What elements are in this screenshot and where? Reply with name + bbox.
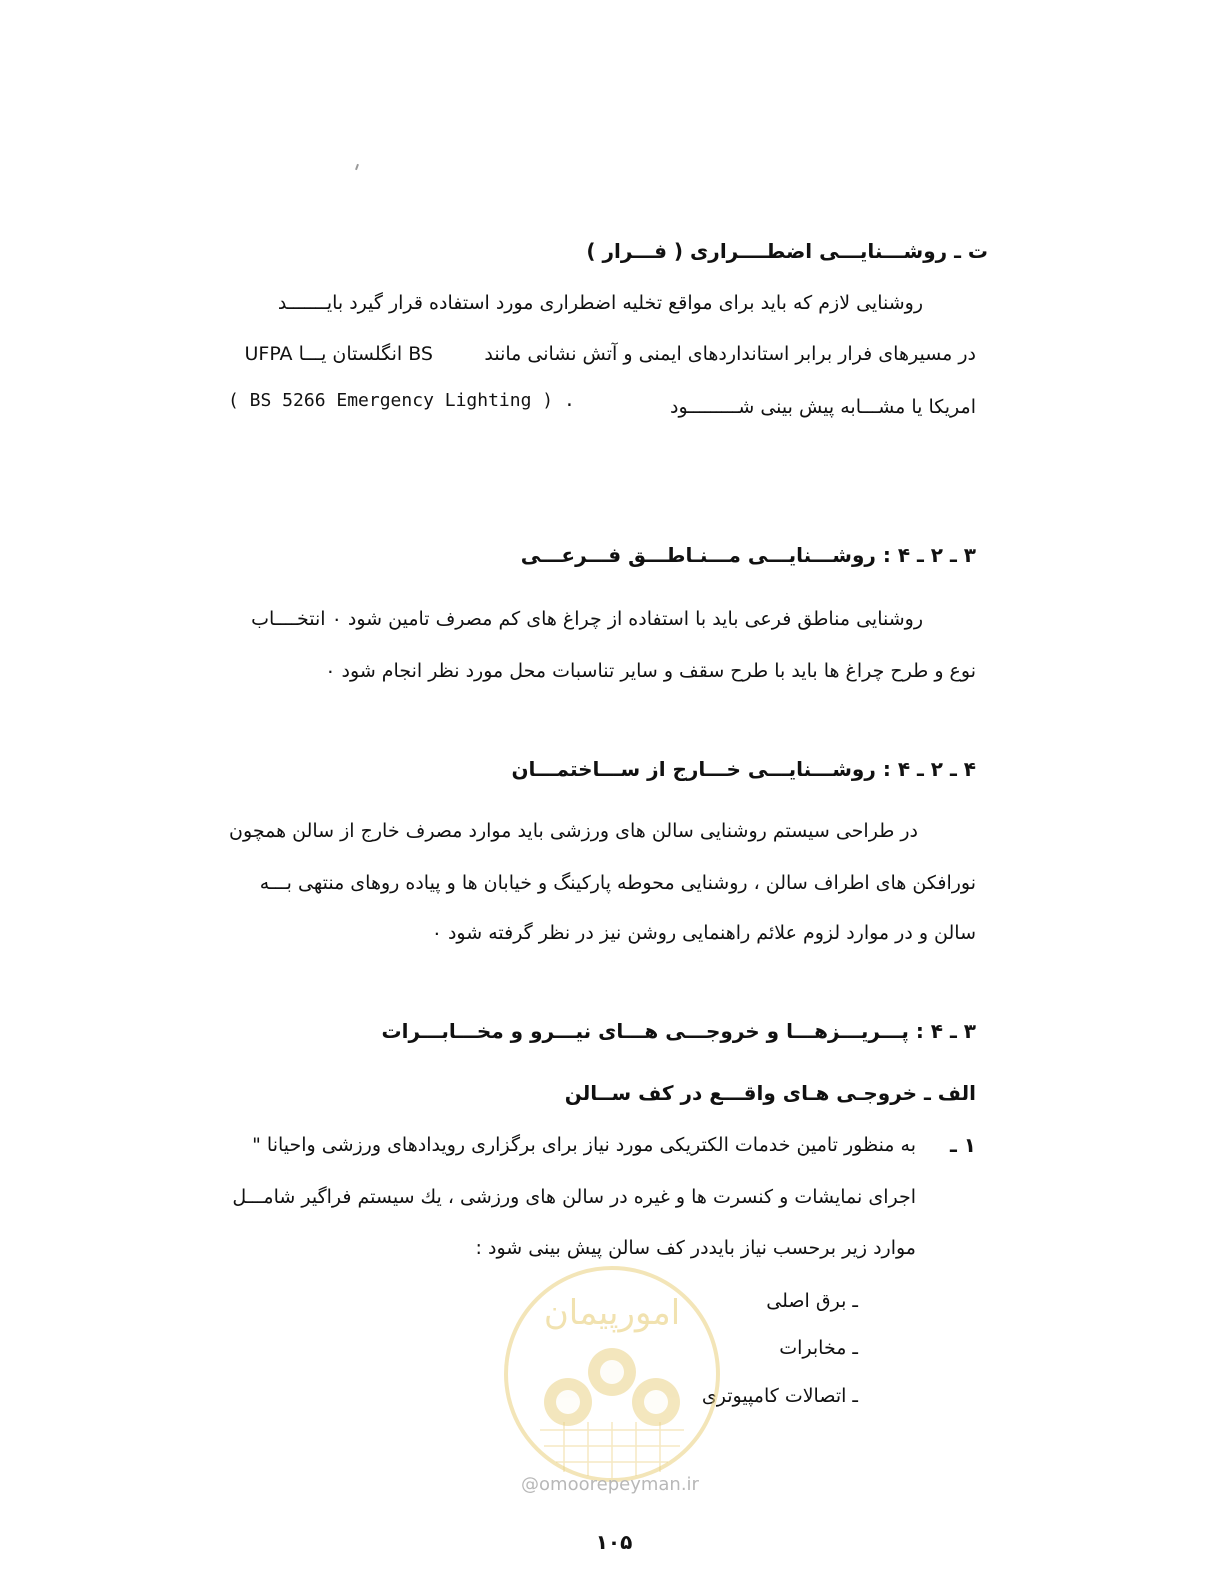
paragraph-line: در طراحی سیستم روشنایی سالن های ورزشی باید موارد مصرف خارج از سالن همچون (229, 820, 918, 842)
bullet-item: ـ برق اصلی (766, 1290, 858, 1312)
paragraph-line: امریکا یا مشـــابه پیش بینی شـــــــــود (669, 396, 976, 418)
page-number: ۱۰۵ (595, 1530, 633, 1554)
list-item-line: اجرای نمایشات و کنسرت ها و غیره در سالن های ورزشی ، یك سیستم فراگیر شامـــل (232, 1186, 916, 1208)
heading-sockets-outlets: ۳ ـ ۴ : پـــریـــزهـــا و خروجـــی هـــای نیـــرو و مخـــابـــرات (381, 1019, 976, 1043)
watermark-site: @omoorepeyman.ir (521, 1474, 699, 1495)
list-item-line: موارد زیر برحسب نیاز بایددر کف سالن پیش بینی شود : (475, 1237, 916, 1259)
paragraph-line: BS انگلستان یـــا UFPA (244, 343, 433, 365)
heading-emergency-lighting: ت ـ روشـــنایـــی اضطــــراری ( فـــرار ) (586, 239, 988, 263)
bullet-item: ـ اتصالات کامپیوتری (701, 1385, 858, 1407)
list-number: ۱ ـ (949, 1133, 976, 1157)
paragraph-line: روشنایی لازم که باید برای مواقع تخلیه اضطراری مورد استفاده قرار گیرد بایـــــــد (277, 292, 923, 314)
heading-exterior-lighting: ۴ ـ ۲ ـ ۴ : روشـــنایـــی خـــارج از ســـاختمـــان (511, 757, 976, 781)
watermark-logo (500, 1262, 724, 1486)
paragraph-line: سالن و در موارد لزوم علائم راهنمایی روشن نیز در نظر گرفته شود ۰ (431, 922, 976, 944)
heading-floor-outlets: الف ـ خروجـی هـای واقـــع در کف ســالن (564, 1081, 976, 1105)
watermark-logo-text: امورپیمان (543, 1293, 681, 1333)
heading-secondary-areas: ۳ ـ ۲ ـ ۴ : روشـــنایـــی مـــنـاطـــق فـــرعـــی (520, 543, 976, 567)
bullet-item: ـ مخابرات (779, 1337, 858, 1359)
scan-mark (355, 164, 359, 170)
paragraph-line: نورافکن های اطراف سالن ، روشنایی محوطه پارکینگ و خیابان ها و پیاده روهای منتهی بـــه (259, 872, 976, 894)
paragraph-line: روشنایی مناطق فرعی باید با استفاده از چراغ های کم مصرف تامین شود ۰ انتخــــاب (251, 608, 923, 630)
paragraph-line: در مسیرهای فرار برابر استانداردهای ایمنی و آتش نشانی مانند (484, 343, 976, 365)
standard-reference: ( BS 5266 Emergency Lighting ) . (228, 390, 575, 411)
list-item-line: به منظور تامین خدمات الکتریکی مورد نیاز برای برگزاری رویدادهای ورزشی واحیانا " (252, 1134, 916, 1156)
paragraph-line: نوع و طرح چراغ ها باید با طرح سقف و سایر تناسبات محل مورد نظر انجام شود ۰ (325, 660, 976, 682)
